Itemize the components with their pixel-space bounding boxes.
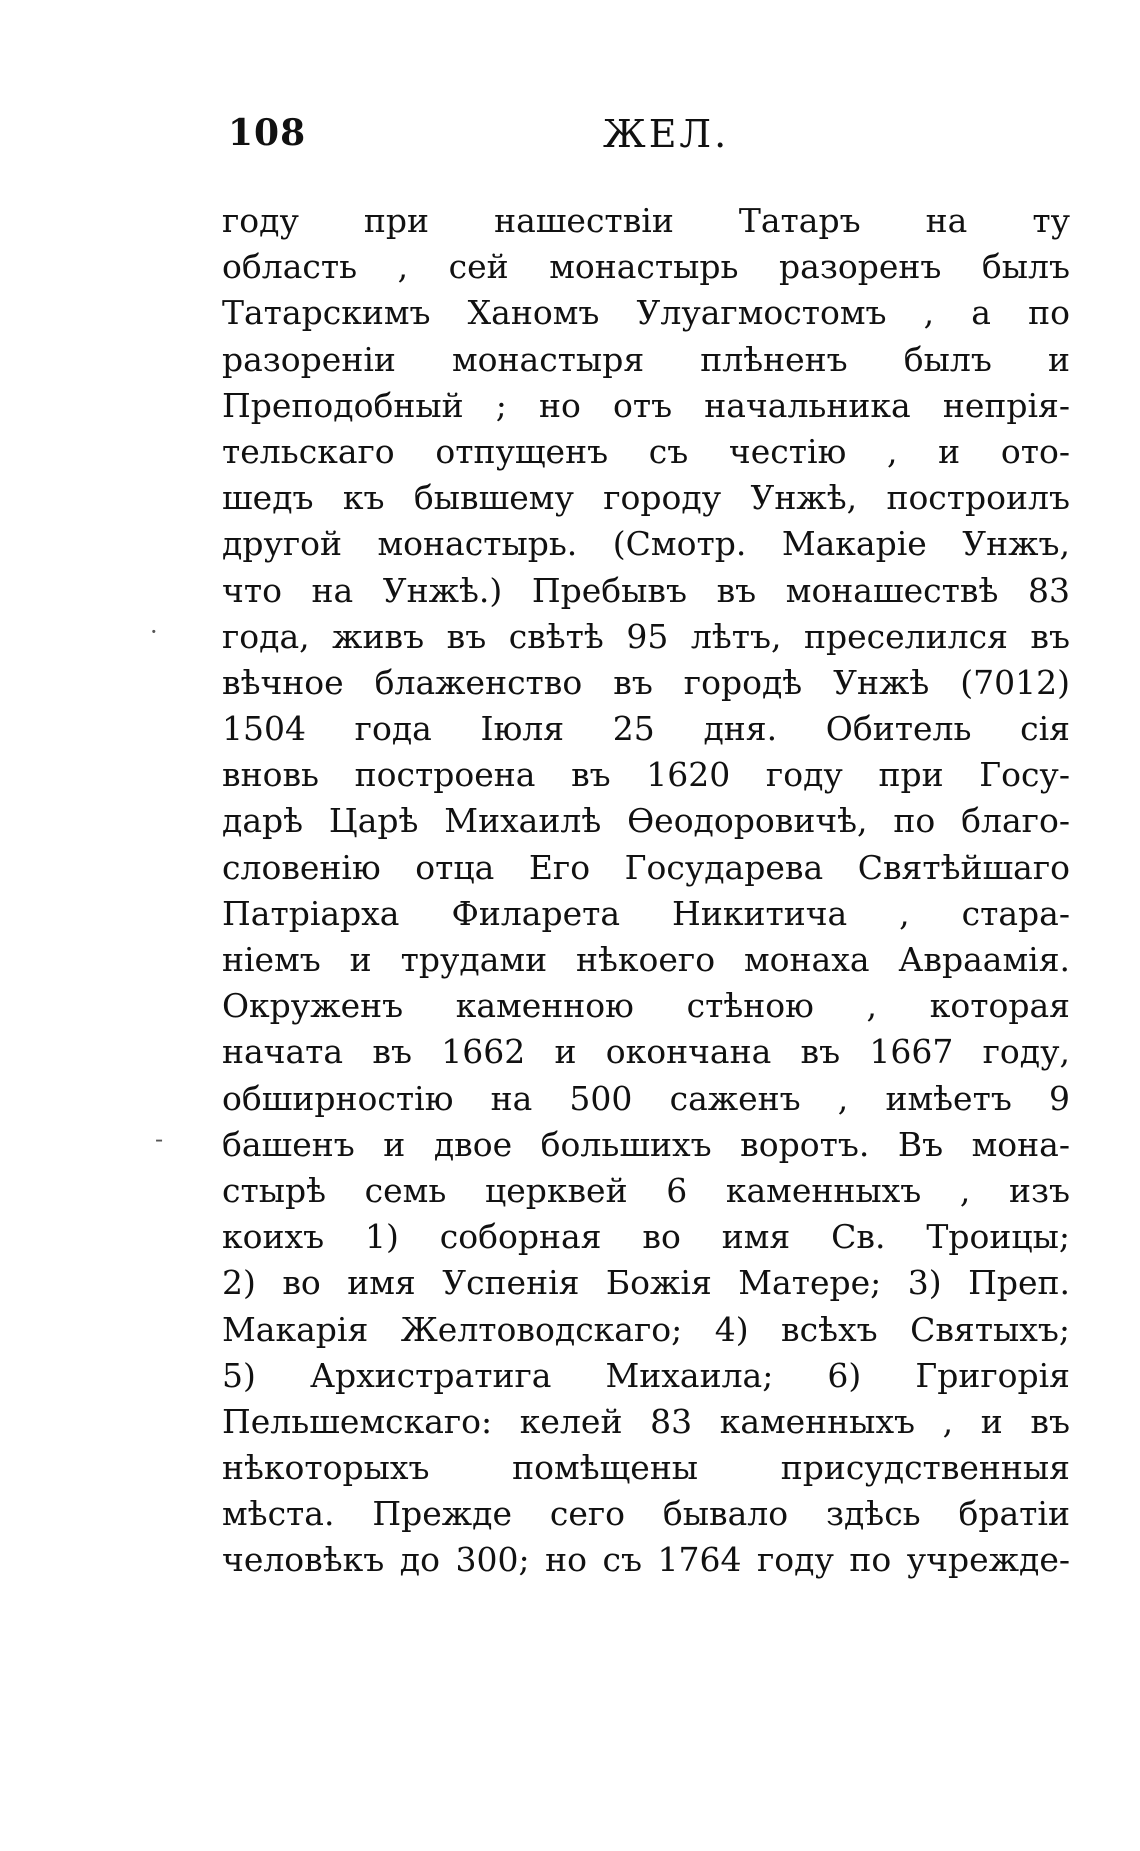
- text-line: Патріарха Филарета Никитича , стара-: [222, 893, 1070, 933]
- text-line: Окруженъ каменною стѣною , которая: [222, 986, 1070, 1026]
- text-line: 2) во имя Успенія Божія Матере; 3) Преп.: [222, 1263, 1070, 1303]
- text-line: стырѣ семь церквей 6 каменныхъ , изъ: [222, 1170, 1070, 1210]
- text-line: словенію отца Его Государева Святѣйшаго: [222, 847, 1070, 887]
- text-line: область , сей монастырь разоренъ былъ: [222, 247, 1070, 287]
- text-line: разореніи монастыря плѣненъ былъ и: [222, 339, 1070, 379]
- text-line: дарѣ Царѣ Михаилѣ Ѳеодоровичѣ, по благо-: [222, 801, 1070, 841]
- page-header: [228, 112, 1068, 172]
- text-line: башенъ и двое большихъ воротъ. Въ мона-: [222, 1124, 1070, 1164]
- text-line: вновь построена въ 1620 году при Госу-: [222, 755, 1070, 795]
- text-line: Макарія Желтоводскаго; 4) всѣхъ Святыхъ;: [222, 1309, 1070, 1349]
- text-line: 1504 года Іюля 25 дня. Обитель сія: [222, 709, 1070, 749]
- text-line: Татарскимъ Ханомъ Улуагмостомъ , а по: [222, 293, 1070, 333]
- text-line: Пельшемскаго: келей 83 каменныхъ , и въ: [222, 1401, 1070, 1441]
- margin-mark: ·: [150, 618, 158, 646]
- text-line: обширностію на 500 саженъ , имѣетъ 9: [222, 1078, 1070, 1118]
- text-line: Преподобный ; но отъ начальника непрія-: [222, 385, 1070, 425]
- text-line: коихъ 1) соборная во имя Св. Троицы;: [222, 1217, 1070, 1257]
- body-text: [222, 198, 1070, 1584]
- text-line: году при нашествіи Татаръ на ту: [222, 201, 1070, 240]
- text-line: начата въ 1662 и окончана въ 1667 году,: [222, 1032, 1070, 1072]
- page-number: 108: [228, 112, 307, 154]
- text-line: тельскаго отпущенъ съ честію , и ото-: [222, 431, 1070, 471]
- running-head: ЖЕЛ.: [603, 112, 730, 156]
- text-line: мѣста. Прежде сего бывало здѣсь братіи: [222, 1494, 1070, 1534]
- text-line: человѣкъ до 300; но съ 1764 году по учрежде-: [222, 1540, 1070, 1580]
- text-line: шедъ къ бывшему городу Унжѣ, построилъ: [222, 478, 1070, 518]
- text-line: что на Унжѣ.) Пребывъ въ монашествѣ 83: [222, 570, 1070, 610]
- text-line: ніемъ и трудами нѣкоего монаха Авраамія.: [222, 940, 1070, 979]
- text-line: вѣчное блаженство въ городѣ Унжѣ (7012): [222, 662, 1070, 702]
- margin-mark: -: [155, 1125, 164, 1153]
- text-line: 5) Архистратига Михаила; 6) Григорія: [222, 1355, 1070, 1395]
- text-line: года, живъ въ свѣтѣ 95 лѣтъ, преселился въ: [222, 616, 1070, 656]
- text-line: другой монастырь. (Смотр. Макаріе Унжъ,: [222, 524, 1070, 564]
- text-line: нѣкоторыхъ помѣщены присудственныя: [222, 1448, 1070, 1488]
